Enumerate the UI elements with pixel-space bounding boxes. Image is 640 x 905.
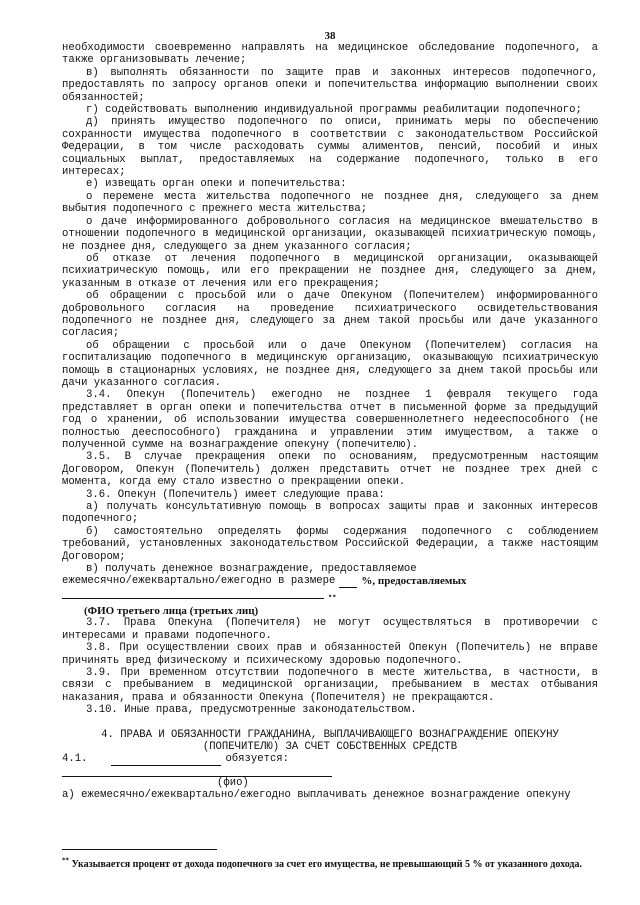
footnote-mark: ** (62, 856, 69, 865)
clause-4-1-a: а) ежемесячно/ежеквартально/ежегодно выплачивать денежное вознаграждение опекуну (62, 789, 571, 802)
paragraph: о даче информированного добровольного согласия на медицинское вмешательство в отношении подопечного в медицинской организации, оказывающей психиатрическую помощь, не позднее дня, следующего за днем указанного согласия; (62, 215, 605, 253)
paragraph: а) получать консультативную помощь в вопросах защиты прав и законных интересов подопечного; (62, 501, 605, 526)
paragraph: об отказе от лечения подопечного в медицинской организации, оказывающей психиатрическую помощь, или его прекращении не позднее дня, следующего за днем, указанным в отказе от лечения или его прекращения; (62, 252, 605, 290)
footnote-divider (62, 849, 217, 850)
payer-name-blank (111, 755, 221, 766)
footnote-text: Указывается процент от дохода подопечного за счет его имущества, не превышающий 5 % от указанного дохода. (71, 859, 582, 870)
clause-4-1 (62, 753, 598, 765)
percent-blank (339, 577, 357, 588)
remuneration-text: ежемесячно/ежеквартально/ежегодно в размере (62, 575, 336, 588)
paragraph: б) самостоятельно определять формы содержания подопечного с соблюдением требований, установленных законодательством Российской Федерации, а также настоящим Договором; (62, 525, 605, 563)
paragraph: о перемене места жительства подопечного не позднее дня, следующего за днем выбытия подопечного с прежнего места жительства; (62, 190, 605, 216)
paragraph: г) содействовать выполнению индивидуальной программы реабилитации подопечного; (86, 104, 582, 117)
paragraph: е) извещать орган опеки и попечительства: (86, 178, 347, 191)
paragraph: об обращении с просьбой или о даче Опекуном (Попечителем) информированного добровольного согласия на проведение психиатрического освидетельствования подопечного не позднее дня, следующего за днем такой просьбы или даче указанного согласия; (62, 290, 605, 340)
fio-underline (62, 766, 332, 777)
paragraph: 3.10. Иные права, предусмотренные законодательством. (86, 704, 417, 717)
section4-title-line2: (ПОПЕЧИТЕЛЮ) ЗА СЧЕТ СОБСТВЕННЫХ СРЕДСТВ (202, 740, 458, 753)
footnote (62, 856, 602, 871)
document-body (62, 42, 605, 802)
paragraph: 3.9. При временном отсутствии подопечного в месте жительства, в частности, в связи с пребыванием в медицинской организации, пребыванием в местах отбывания наказания, права и обязанности Опекуна (Попечителя) не прекращаются. (62, 666, 605, 704)
paragraph: 3.7. Права Опекуна (Попечителя) не могут осуществляться в противоречии с интересами и правами подопечного. (62, 617, 605, 642)
paragraph-group-section3 (62, 42, 605, 576)
paragraph: 3.5. В случае прекращения опеки по основаниям, предусмотренным настоящим Договором, Опекун (Попечитель) должен представить отчет не позднее трех дней с момента, когда ему стало известно о прекращении опеки. (62, 451, 605, 489)
paragraph: 3.4. Опекун (Попечитель) ежегодно не позднее 1 февраля текущего года представляет в орган опеки и попечительства отчет в письменной форме за предыдущий год о хранении, об использовании имущества совершеннолетнего недееспособного (не полностью дееспособного) гражданина и управлении этим имуществом, а также о полученной сумме на вознаграждение опекуну (попечителю). (62, 389, 605, 451)
paragraph: 3.8. При осуществлении своих прав и обязанностей Опекун (Попечитель) не вправе причинять вред физическому и психическому здоровью подопечного. (62, 642, 605, 667)
paragraph: в) выполнять обязанности по защите прав и законных интересов подопечного, предоставлять по запросу органов опеки и попечительства информацию выполнении своих обязанностей; (62, 66, 605, 104)
third-person-blank (62, 588, 324, 599)
paragraph: д) принять имущество подопечного по описи, принимать меры по обеспечению сохранности имущества подопечного в соответствии с законодательством Российской Федерации, в том числе расходовать суммы алиментов, пенсий, пособий и иных социальных выплат, предоставляемых на содержание подопечного, только в его интересах; (62, 116, 605, 179)
section4-title-line1: 4. ПРАВА И ОБЯЗАННОСТИ ГРАЖДАНИНА, ВЫПЛАЧИВАЮЩЕГО ВОЗНАГРАЖДЕНИЕ ОПЕКУНУ (101, 728, 559, 741)
third-person-blank-row: ** (62, 588, 598, 599)
paragraph: об обращении с просьбой или о даче Опекуном (Попечителем) согласия на госпитализацию подопечного в медицинскую организацию, оказывающую психиатрическую помощь в стационарных условиях, не позднее дня, следующего за днем такой просьбы или дачи указанного согласия. (62, 339, 605, 389)
paragraph: необходимости своевременно направлять на медицинское обследование подопечного, а также организовывать лечение; (62, 42, 605, 67)
clause-4-1-number: 4.1. (62, 753, 88, 766)
page-number: 38 (324, 30, 336, 42)
paragraph-group-section3-cont (62, 617, 605, 717)
remuneration-percent-text: %, предоставляемых (361, 575, 467, 588)
clause-4-1-text: обязуется: (225, 753, 290, 766)
third-person-label: (ФИО третьего лица (третьих лиц) (84, 604, 259, 617)
remuneration-line (62, 575, 598, 587)
paragraph: 3.6. Опекун (Попечитель) имеет следующие права: (86, 488, 385, 501)
paragraph: в) получать денежное вознаграждение, предоставляемое (86, 563, 417, 576)
fio-row (62, 766, 598, 777)
fio-label: (фио) (217, 776, 249, 789)
